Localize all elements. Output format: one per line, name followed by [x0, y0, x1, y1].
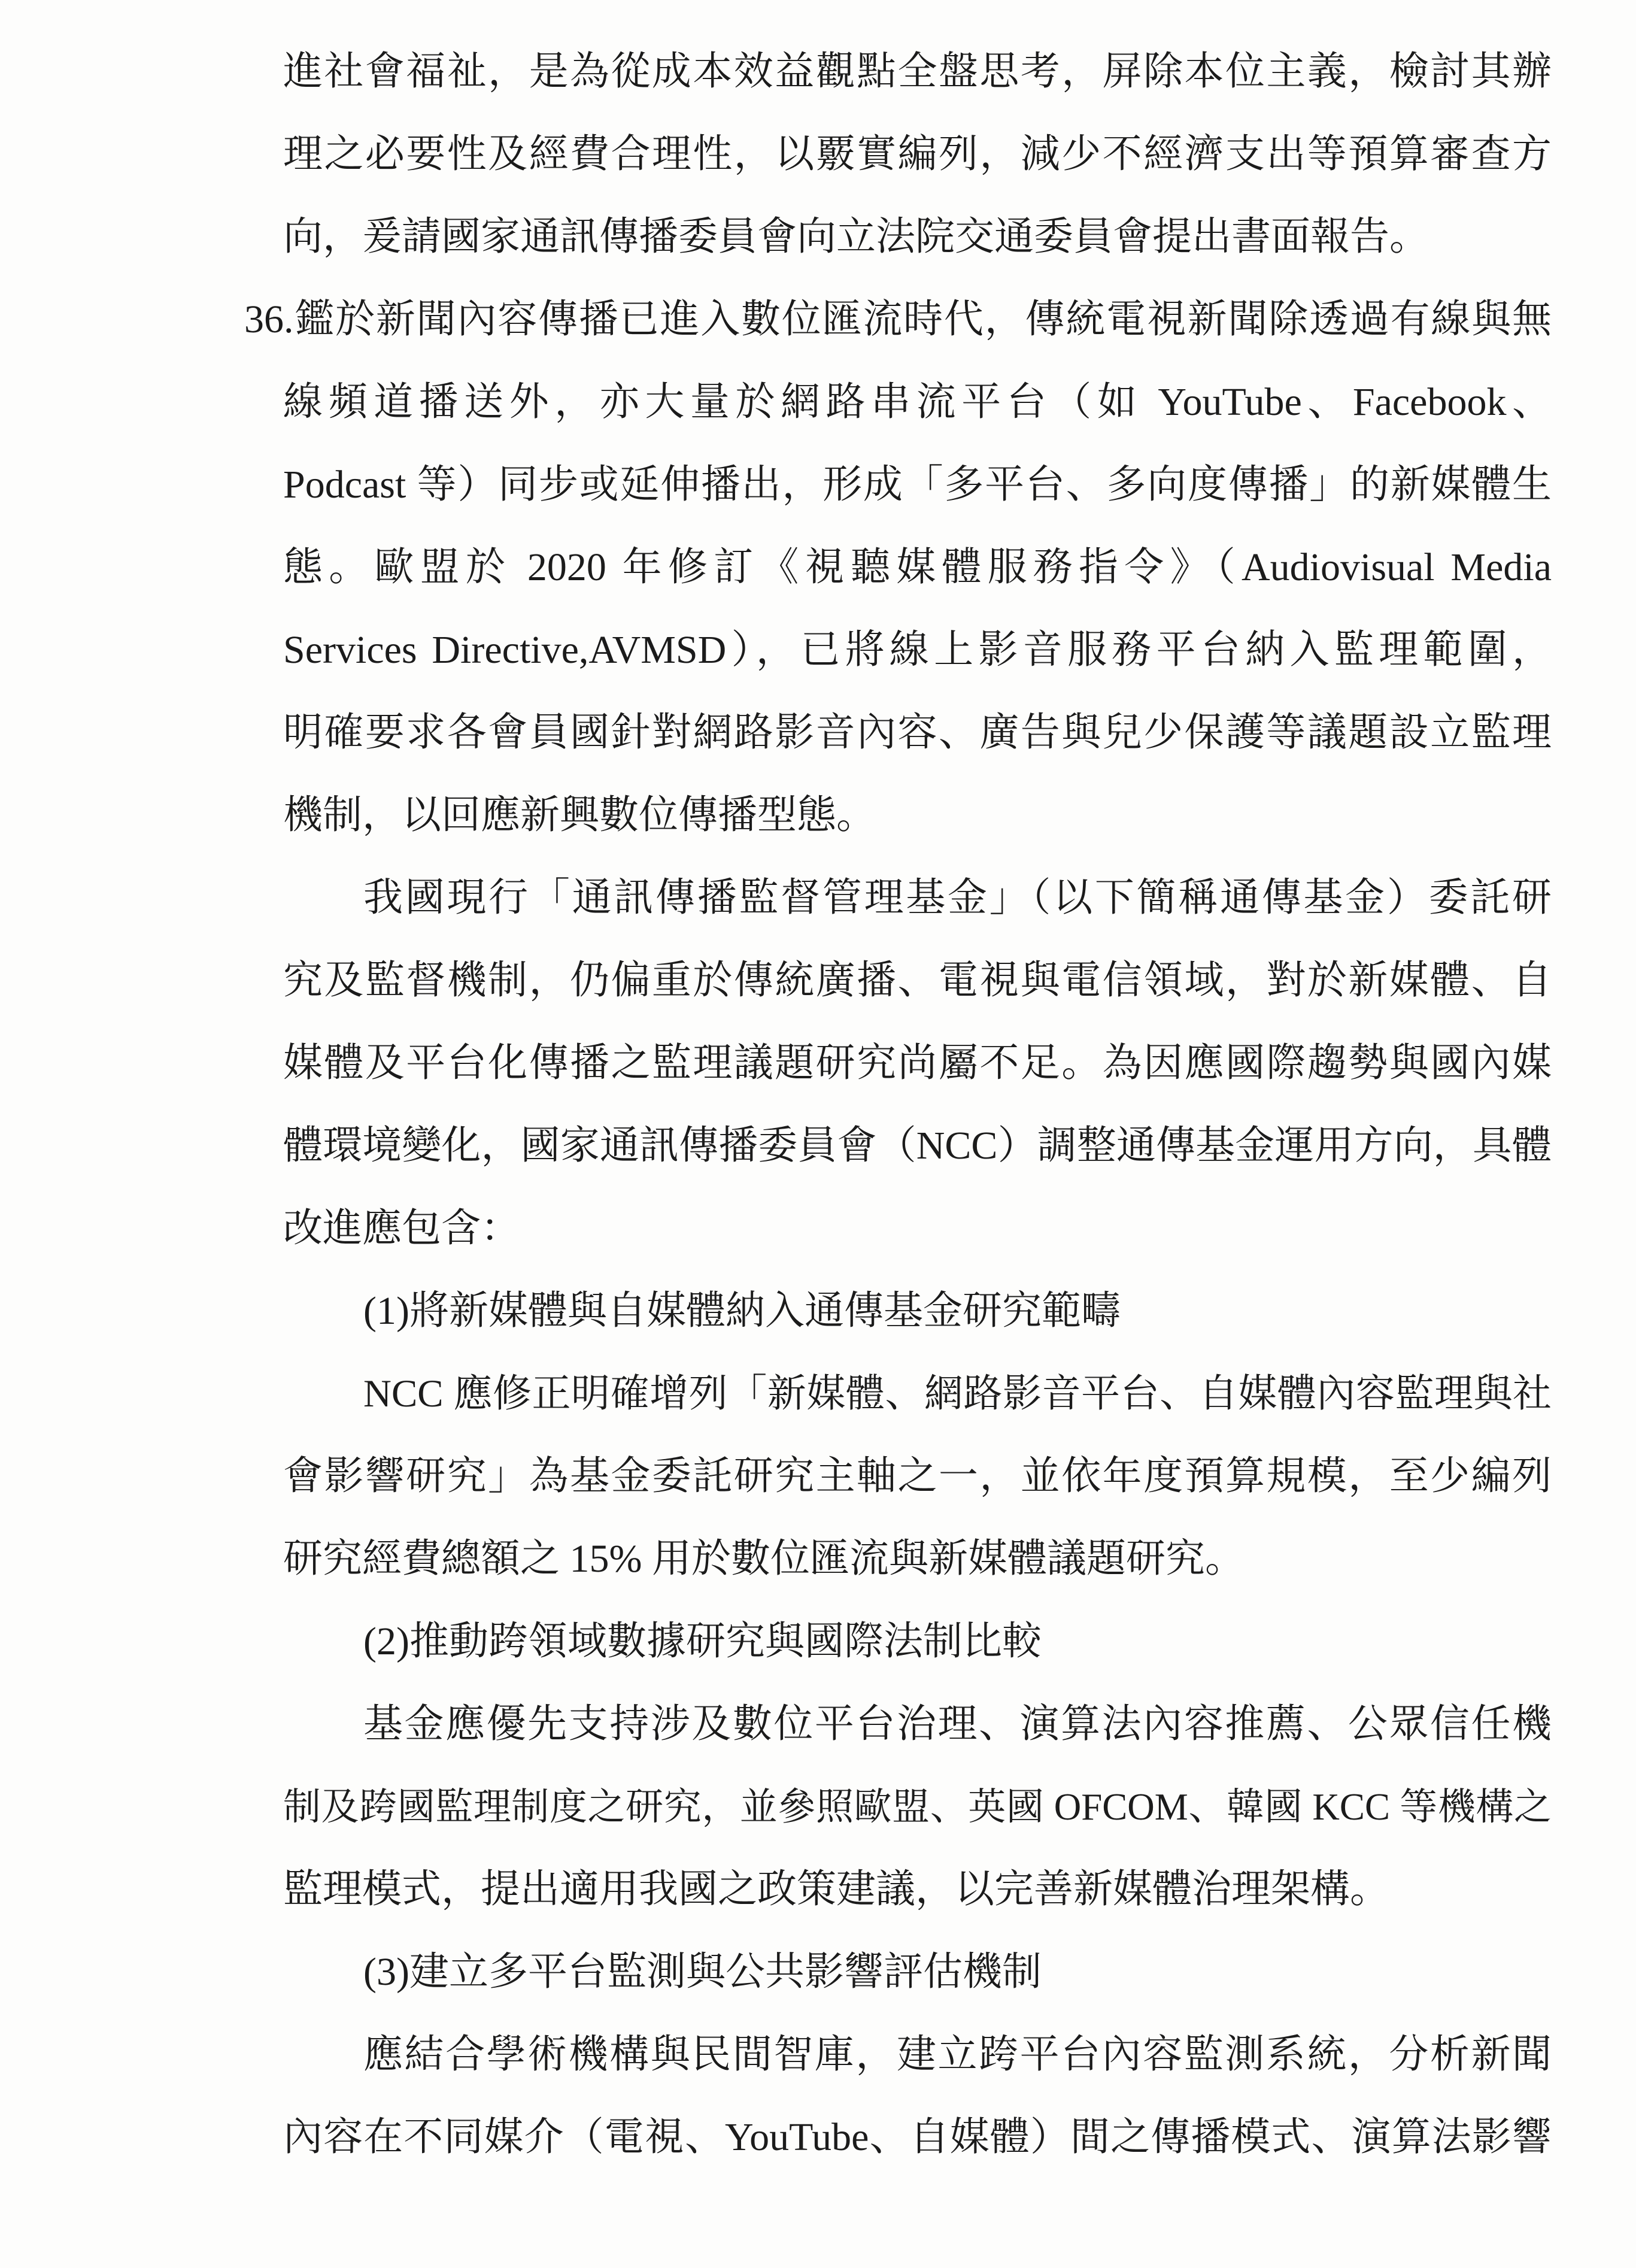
text-line: 究及監督機制，仍偏重於傳統廣播、電視與電信領域，對於新媒體、自: [283, 959, 1552, 1002]
item-number: 36.: [244, 298, 294, 341]
text-line: Podcast 等）同步或延伸播出，形成「多平台、多向度傳播」的新媒體生: [283, 463, 1552, 507]
text-line: 改進應包含：: [283, 1206, 520, 1250]
text-line: 會影響研究」為基金委託研究主軸之一，並依年度預算規模，至少編列: [283, 1454, 1552, 1498]
text-segment: 鑑於新聞內容傳播已進入數位匯流時代，傳統電視新聞除透過有線與無: [293, 298, 1552, 341]
text-line: 監理模式，提出適用我國之政策建議，以完善新媒體治理架構。: [283, 1867, 1389, 1911]
text-line: 媒體及平台化傳播之監理議題研究尚屬不足。為因應國際趨勢與國內媒: [283, 1041, 1552, 1085]
text-line: 明確要求各會員國針對網路影音內容、廣告與兒少保護等議題設立監理: [283, 711, 1552, 754]
document-body: [244, 31, 1552, 2179]
measure-heading: (1)將新媒體與自媒體納入通傳基金研究範疇: [363, 1289, 1121, 1333]
text-line: 制及跨國監理制度之研究，並參照歐盟、英國 OFCOM、韓國 KCC 等機構之: [283, 1786, 1552, 1828]
measure-heading: (2)推動跨領域數據研究與國際法制比較: [363, 1620, 1042, 1663]
text-line: Services Directive,AVMSD），已將線上影音服務平台納入監理範圍，: [283, 628, 1552, 672]
text-line: 內容在不同媒介（電視、YouTube、自媒體）間之傳播模式、演算法影響: [283, 2115, 1552, 2159]
measure-heading: (3)建立多平台監測與公共影響評估機制: [363, 1950, 1042, 1994]
text-line: 向，爰請國家通訊傳播委員會向立法院交通委員會提出書面報告。: [283, 215, 1429, 259]
text-line: 理之必要性及經費合理性，以覈實編列，減少不經濟支出等預算審查方: [283, 132, 1552, 176]
text-line: 態。歐盟於 2020 年修訂《視聽媒體服務指令》（Audiovisual Media: [283, 545, 1552, 589]
text-line: 應結合學術機構與民間智庫，建立跨平台內容監測系統，分析新聞: [363, 2033, 1552, 2076]
text-line: 體環境變化，國家通訊傳播委員會（NCC）調整通傳基金運用方向，具體: [283, 1124, 1552, 1168]
text-line: 機制，以回應新興數位傳播型態。: [283, 793, 876, 837]
text-line: 我國現行「通訊傳播監督管理基金」（以下簡稱通傳基金）委託研: [363, 876, 1552, 920]
text-line: 進社會福祉，是為從成本效益觀點全盤思考，屏除本位主義，檢討其辦: [283, 50, 1552, 93]
text-line: 研究經費總額之 15% 用於數位匯流與新媒體議題研究。: [283, 1537, 1245, 1581]
text-line: 基金應優先支持涉及數位平台治理、演算法內容推薦、公眾信任機: [363, 1702, 1552, 1746]
text-line: 線頻道播送外，亦大量於網路串流平台（如 YouTube、Facebook、: [283, 380, 1552, 424]
item-36-first-line: [244, 278, 1552, 361]
text-line: NCC 應修正明確增列「新媒體、網路影音平台、自媒體內容監理與社: [363, 1372, 1552, 1415]
